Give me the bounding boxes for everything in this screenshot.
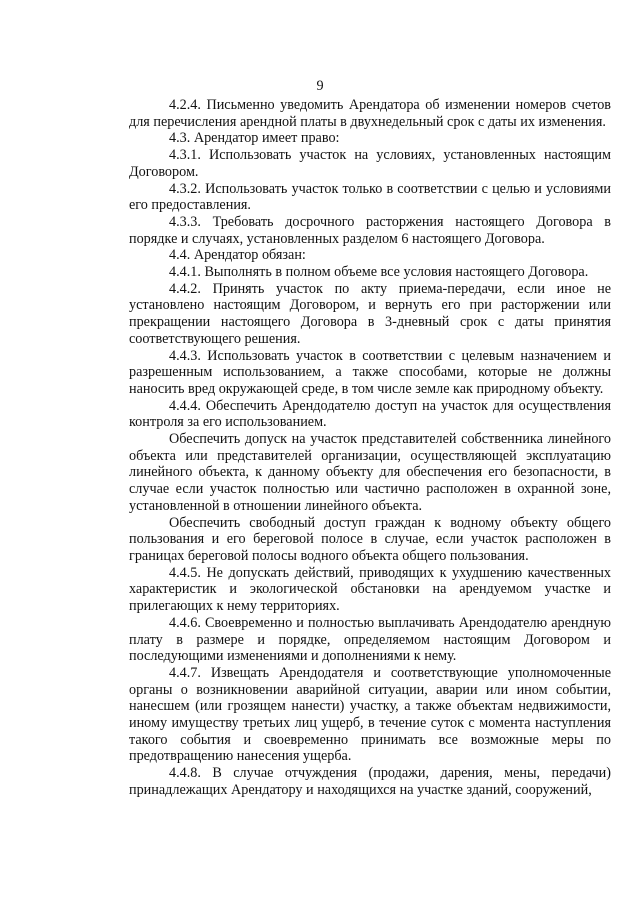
- clause-4-4-3: 4.4.3. Использовать участок в соответствии с целевым назначением и разрешенным использованием, а также способами, которые не должны наносить вред окружающей среде, в том числе земле как природному объекту.: [129, 347, 611, 397]
- clause-4-4-2: 4.4.2. Принять участок по акту приема-передачи, если иное не установлено настоящим Договором, и вернуть его при расторжении или прекращении настоящего Договора в 3-дневный срок с даты принятия соответствующего решения.: [129, 280, 611, 347]
- clause-4-3-1: 4.3.1. Использовать участок на условиях, установленных настоящим Договором.: [129, 147, 611, 180]
- clause-4-4-5: 4.4.5. Не допускать действий, приводящих к ухудшению качественных характеристик и экологической обстановки на арендуемом участке и прилегающих к нему территориях.: [129, 564, 611, 615]
- clause-4-4-8: 4.4.8. В случае отчуждения (продажи, дарения, мены, передачи) принадлежащих Арендатору и находящихся на участке зданий, сооружений,: [129, 765, 611, 798]
- clause-4-4-1: 4.4.1. Выполнять в полном объеме все условия настоящего Договора.: [169, 264, 589, 281]
- clause-4-4-4-access-water-object: Обеспечить свободный доступ граждан к водному объекту общего пользования и его береговой полосе в случае, если участок расположен в границах береговой полосы водного объекта общего пользования.: [129, 514, 611, 564]
- document-body: [129, 97, 611, 799]
- clause-4-3-2: 4.3.2. Использовать участок только в соответствии с целью и условиями его предоставления.: [129, 180, 611, 214]
- clause-4-3-3: 4.3.3. Требовать досрочного расторжения настоящего Договора в порядке и случаях, установленных разделом 6 настоящего Договора.: [129, 213, 611, 247]
- clause-4-4-6: 4.4.6. Своевременно и полностью выплачивать Арендодателю арендную плату в размере и порядке, определяемом настоящим Договором и последующими изменениями и дополнениями к нему.: [129, 614, 611, 665]
- clause-4-4-heading: 4.4. Арендатор обязан:: [169, 247, 306, 264]
- clause-4-4-4-access-linear-object: Обеспечить допуск на участок представителей собственника линейного объекта или представителей организации, осуществляющей эксплуатацию линейного объекта, к данному объекту для обеспечения его безопасности, в случае если участок полностью или частично расположен в охранной зоне, установленной в отношении линейного объекта.: [129, 431, 611, 514]
- clause-4-4-4: 4.4.4. Обеспечить Арендодателю доступ на участок для осуществления контроля за его использованием.: [129, 397, 611, 431]
- clause-4-3-heading: 4.3. Арендатор имеет право:: [169, 130, 340, 147]
- clause-4-2-4: 4.2.4. Письменно уведомить Арендатора об изменении номеров счетов для перечисления арендной платы в двухнедельный срок с даты их изменения.: [129, 97, 611, 130]
- page-number: 9: [316, 78, 324, 94]
- clause-4-4-7: 4.4.7. Извещать Арендодателя и соответствующие уполномоченные органы о возникновении аварийной ситуации, аварии или ином событии, нанесшем (или грозящем нанести) участку, а также объектам недвижимости, иному имуществу третьих лиц ущерб, в течение суток с момента наступления такого события и своевременно принимать все возможные меры по предотвращению нанесения ущерба.: [129, 664, 611, 765]
